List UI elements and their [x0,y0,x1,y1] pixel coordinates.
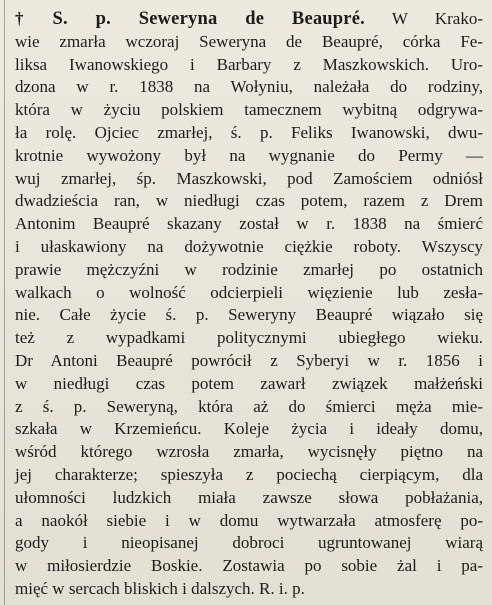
text-line: i ułaskawiony na dożywotnie ciężkie roboty. Wszyscy [15,236,483,256]
obituary-article [15,8,483,601]
text-line: która w życiu polskiem tamecznem wybitną odgrywa- [15,100,483,120]
text-line: walkach o wolność odcierpieli więzienie lub zesła- [15,282,483,302]
text-line: ła rolę. Ojciec zmarłej, ś. p. Feliks Iwanowski, dwu- [15,122,483,142]
text-line: szkała w Krzemieńcu. Koleje życia i ideały domu, [15,419,483,439]
text-line: liksa Iwanowskiego i Barbary z Maszkowskich. Uro- [15,54,483,74]
column-rule [4,0,5,605]
text-line: ułomności ludzkich miała zawsze słowa pobłażania, [15,487,483,507]
text-line: w niedługi czas potem zawarł związek małżeński [15,373,483,393]
text-line: wie zmarła wczoraj Seweryna de Beaupré, córka Fe- [15,31,483,51]
text-line: gody i nieopisanej dobroci ugruntowanej wiarą [15,533,483,553]
text-line: Dr Antoni Beaupré powrócił z Syberyi w r. 1856 i [15,350,483,370]
text-line: jej charakterze; spieszyła z pociechą cierpiącym, dla [15,464,483,484]
closing-line: mięć w sercach bliskich i dalszych. R. i. p. [15,578,305,598]
text-line: nie. Całe życie ś. p. Seweryny Beaupré wiązało się [15,305,483,325]
headline-line [15,8,483,31]
lead-text: W Krako- [391,9,483,28]
text-line: krotnie wywożony był na wygnanie do Permy — [15,145,483,165]
text-line: prawie mężczyźni w rodzinie zmarłej po ostatnich [15,259,483,279]
text-line: Antonim Beaupré skazany został w r. 1838 na śmierć [15,214,483,234]
text-line: też z wypadkami politycznymi ubiegłego wieku. [15,328,483,348]
text-line: w miłosierdzie Boskie. Zostawia po sobie żal i pa- [15,556,483,576]
article-headline: S. p. Seweryna de Beaupré. [52,9,365,29]
text-line: wuj zmarłej, śp. Maszkowski, pod Zamościem odniósł [15,168,483,188]
text-line: wśród którego wzrosła zmarła, wycisnęły piętno na [15,442,483,462]
text-line: dzona w r. 1838 na Wołyniu, należała do rodziny, [15,77,483,97]
text-line: dwadzieścia ran, w niedługi czas potem, razem z Drem [15,191,483,211]
text-line: a naokół siebie i w domu wytwarzała atmosferę po- [15,510,483,530]
text-line: z ś. p. Seweryną, która aż do śmierci męża mie- [15,396,483,416]
cross-icon: † [15,9,47,28]
